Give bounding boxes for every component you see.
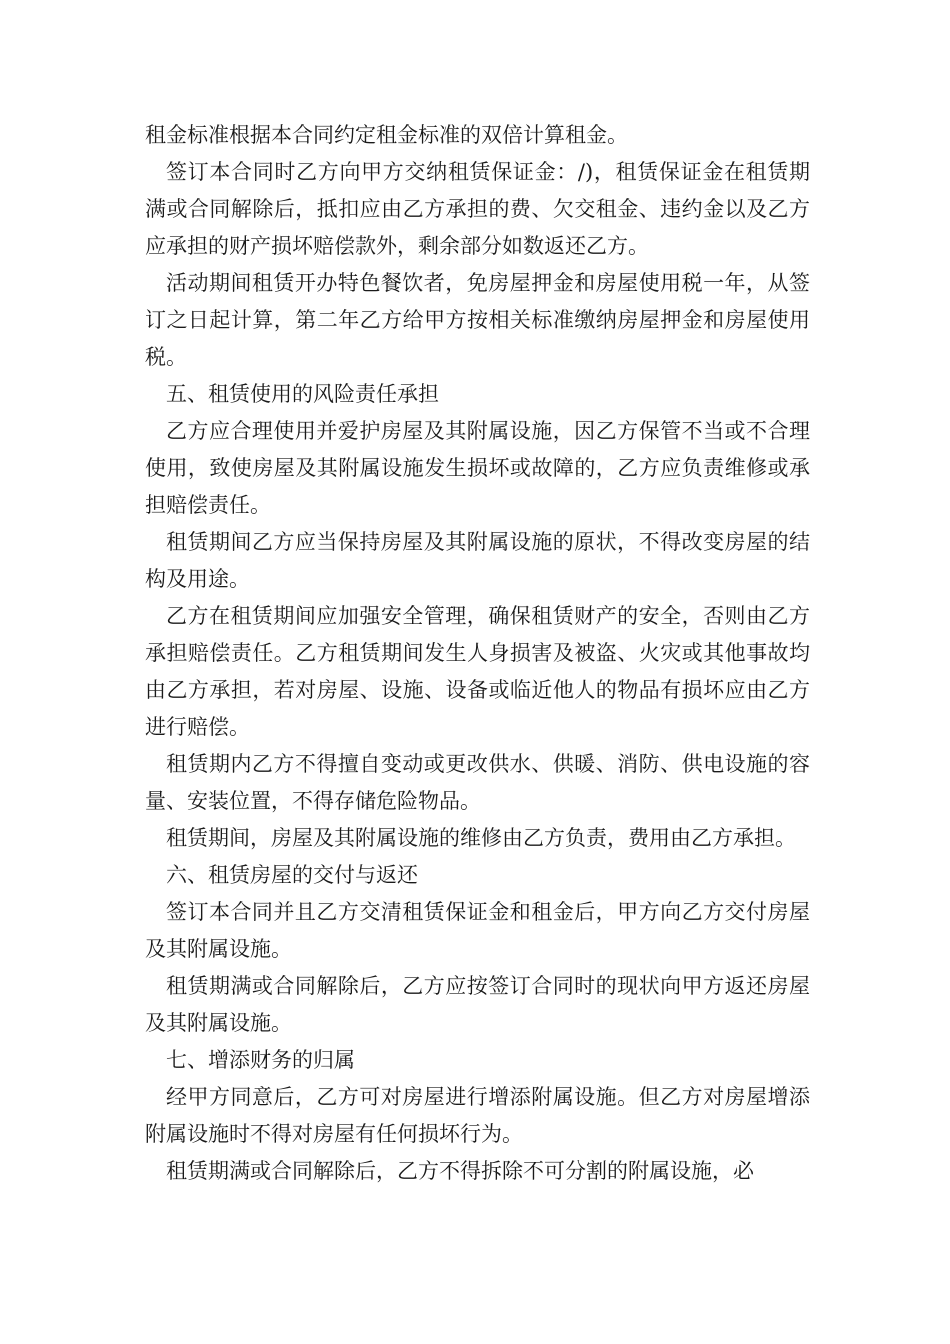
paragraph: 租赁期间乙方应当保持房屋及其附属设施的原状，不得改变房屋的结构及用途。: [145, 530, 810, 591]
paragraph: 经甲方同意后，乙方可对房屋进行增添附属设施。但乙方对房屋增添附属设施时不得对房屋有任何损坏行为。: [145, 1085, 810, 1146]
section-heading: 五、租赁使用的风险责任承担: [166, 382, 439, 406]
paragraph: 租赁期间，房屋及其附属设施的维修由乙方负责，费用由乙方承担。: [166, 826, 796, 850]
document-body: [145, 117, 810, 1190]
paragraph: 租金标准根据本合同约定租金标准的双倍计算租金。: [145, 123, 628, 147]
paragraph: 乙方应合理使用并爱护房屋及其附属设施，因乙方保管不当或不合理使用，致使房屋及其附属设施发生损坏或故障的，乙方应负责维修或承担赔偿责任。: [145, 419, 810, 517]
paragraph: 签订本合同时乙方向甲方交纳租赁保证金：/)，租赁保证金在租赁期满或合同解除后，抵扣应由乙方承担的费、欠交租金、违约金以及乙方应承担的财产损坏赔偿款外，剩余部分如数返还乙方。: [145, 160, 810, 258]
section-heading: 七、增添财务的归属: [166, 1048, 355, 1072]
paragraph: 活动期间租赁开办特色餐饮者，免房屋押金和房屋使用税一年，从签订之日起计算，第二年乙方给甲方按相关标准缴纳房屋押金和房屋使用税。: [145, 271, 810, 369]
paragraph: 租赁期内乙方不得擅自变动或更改供水、供暖、消防、供电设施的容量、安装位置，不得存储危险物品。: [145, 752, 810, 813]
paragraph: 签订本合同并且乙方交清租赁保证金和租金后，甲方向乙方交付房屋及其附属设施。: [145, 900, 810, 961]
paragraph: 租赁期满或合同解除后，乙方应按签订合同时的现状向甲方返还房屋及其附属设施。: [145, 974, 810, 1035]
paragraph: 租赁期满或合同解除后，乙方不得拆除不可分割的附属设施，必: [166, 1159, 754, 1183]
paragraph: 乙方在租赁期间应加强安全管理，确保租赁财产的安全，否则由乙方承担赔偿责任。乙方租赁期间发生人身损害及被盗、火灾或其他事故均由乙方承担，若对房屋、设施、设备或临近他人的物品有损坏应由乙方进行赔偿。: [145, 604, 810, 739]
section-heading: 六、租赁房屋的交付与返还: [166, 863, 418, 887]
